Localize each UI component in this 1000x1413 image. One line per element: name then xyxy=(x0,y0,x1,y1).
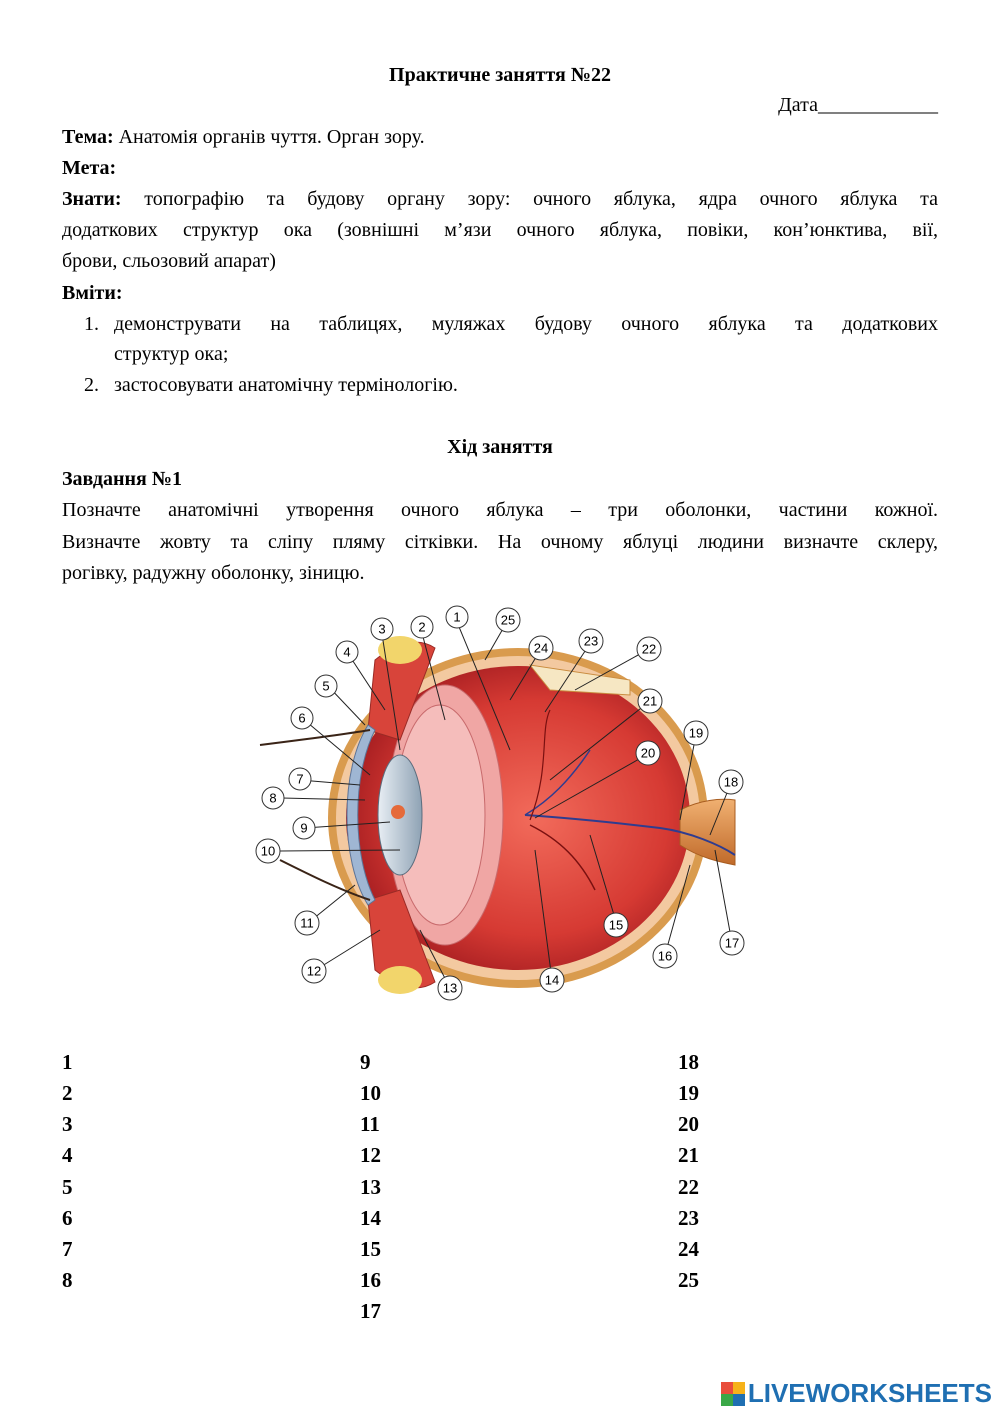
skill-2-number: 2. xyxy=(84,374,99,396)
answer-number-18: 18 xyxy=(678,1050,699,1074)
task-title: Завдання №1 xyxy=(62,468,182,490)
label-3 xyxy=(371,618,393,640)
topic-line xyxy=(62,122,425,153)
label-6 xyxy=(291,707,313,729)
svg-text:22: 22 xyxy=(641,641,657,657)
svg-text:18: 18 xyxy=(723,774,739,790)
answer-number-24: 24 xyxy=(678,1237,699,1261)
answer-number-21: 21 xyxy=(678,1143,699,1167)
answer-number-11: 11 xyxy=(360,1112,380,1136)
label-2 xyxy=(411,616,433,638)
date-field: Дата____________ xyxy=(778,94,938,116)
answer-number-8: 8 xyxy=(62,1268,73,1292)
logo-square-3 xyxy=(721,1394,733,1406)
label-17 xyxy=(720,931,744,955)
answer-number-5: 5 xyxy=(62,1175,73,1199)
topic-text: Анатомія органів чуття. Орган зору. xyxy=(118,126,425,148)
label-13 xyxy=(438,976,462,1000)
label-11 xyxy=(295,911,319,935)
liveworksheets-wordmark: LIVEWORKSHEETS xyxy=(747,1378,992,1408)
svg-text:17: 17 xyxy=(724,935,740,951)
logo-square-2 xyxy=(733,1382,745,1394)
svg-text:7: 7 xyxy=(296,771,304,787)
know-line-2: додаткових структур ока (зовнішні м’язи очного яблука, повіки, кон’юнктива, вії, xyxy=(62,219,938,241)
label-1 xyxy=(446,606,468,628)
svg-text:10: 10 xyxy=(260,843,276,859)
answer-number-4: 4 xyxy=(62,1143,73,1167)
svg-text:12: 12 xyxy=(306,963,322,979)
svg-text:6: 6 xyxy=(298,710,306,726)
label-14 xyxy=(540,968,564,992)
answer-number-14: 14 xyxy=(360,1206,381,1230)
label-19 xyxy=(684,721,708,745)
task-line-1: Позначте анатомічні утворення очного яблука – три оболонки, частини кожної. xyxy=(62,499,938,521)
eye-anatomy-diagram xyxy=(250,600,760,1010)
label-24 xyxy=(529,636,553,660)
label-25 xyxy=(496,608,520,632)
label-12 xyxy=(302,959,326,983)
svg-text:20: 20 xyxy=(640,745,656,761)
label-18 xyxy=(719,770,743,794)
task-line-3: рогівку, радужну оболонку, зіницю. xyxy=(62,562,365,584)
answer-number-3: 3 xyxy=(62,1112,73,1136)
svg-text:2: 2 xyxy=(418,619,426,635)
answer-number-12: 12 xyxy=(360,1143,381,1167)
answer-number-6: 6 xyxy=(62,1206,73,1230)
label-15 xyxy=(604,913,628,937)
answer-number-10: 10 xyxy=(360,1081,381,1105)
answer-number-25: 25 xyxy=(678,1268,699,1292)
topic-label: Тема: xyxy=(62,126,114,148)
section-title: Хід заняття xyxy=(447,436,553,458)
answer-number-16: 16 xyxy=(360,1268,381,1292)
svg-text:4: 4 xyxy=(343,644,351,660)
skill-1-line-1: демонструвати на таблицях, муляжах будову очного яблука та додаткових xyxy=(114,313,938,335)
svg-text:15: 15 xyxy=(608,917,624,933)
skill-1-number: 1. xyxy=(84,313,99,335)
answer-number-7: 7 xyxy=(62,1237,73,1261)
goal-label: Мета: xyxy=(62,157,117,179)
label-16 xyxy=(653,944,677,968)
logo-square-1 xyxy=(721,1382,733,1394)
skills-label: Вміти: xyxy=(62,282,123,304)
task-line-2: Визначте жовту та сліпу пляму сітківки. На очному яблуці людини визначте склеру, xyxy=(62,531,938,553)
label-9 xyxy=(293,817,315,839)
label-22 xyxy=(637,637,661,661)
answer-number-15: 15 xyxy=(360,1237,381,1261)
label-10 xyxy=(256,839,280,863)
svg-text:1: 1 xyxy=(453,609,461,625)
svg-text:14: 14 xyxy=(544,972,560,988)
answer-number-19: 19 xyxy=(678,1081,699,1105)
label-20 xyxy=(636,741,660,765)
label-4 xyxy=(336,641,358,663)
answer-number-17: 17 xyxy=(360,1299,381,1323)
answer-number-23: 23 xyxy=(678,1206,699,1230)
svg-text:24: 24 xyxy=(533,640,549,656)
liveworksheets-brand xyxy=(721,1378,992,1409)
label-8 xyxy=(262,787,284,809)
svg-text:23: 23 xyxy=(583,633,599,649)
skill-2-text: застосовувати анатомічну термінологію. xyxy=(114,374,458,396)
answer-number-20: 20 xyxy=(678,1112,699,1136)
liveworksheets-logo-icon xyxy=(721,1382,745,1406)
skill-1-line-2: структур ока; xyxy=(114,343,229,365)
label-7 xyxy=(289,768,311,790)
svg-text:8: 8 xyxy=(269,790,277,806)
answer-number-13: 13 xyxy=(360,1175,381,1199)
know-line-3: брови, сльозовий апарат) xyxy=(62,250,276,272)
know-label: Знати: xyxy=(62,188,122,210)
logo-square-4 xyxy=(733,1394,745,1406)
label-23 xyxy=(579,629,603,653)
svg-text:25: 25 xyxy=(500,612,516,628)
svg-text:13: 13 xyxy=(442,980,458,996)
answer-number-9: 9 xyxy=(360,1050,371,1074)
know-line-1 xyxy=(62,184,938,215)
answer-number-2: 2 xyxy=(62,1081,73,1105)
label-21 xyxy=(638,689,662,713)
svg-text:16: 16 xyxy=(657,948,673,964)
svg-text:11: 11 xyxy=(300,915,314,931)
svg-text:9: 9 xyxy=(300,820,308,836)
svg-text:3: 3 xyxy=(378,621,386,637)
svg-text:21: 21 xyxy=(642,693,658,709)
know-text-1: топографію та будову органу зору: очного яблука, ядра очного яблука та xyxy=(144,188,938,210)
svg-text:5: 5 xyxy=(322,678,330,694)
label-5 xyxy=(315,675,337,697)
answer-number-1: 1 xyxy=(62,1050,73,1074)
answer-number-22: 22 xyxy=(678,1175,699,1199)
svg-text:19: 19 xyxy=(688,725,704,741)
page-title: Практичне заняття №22 xyxy=(389,64,611,86)
